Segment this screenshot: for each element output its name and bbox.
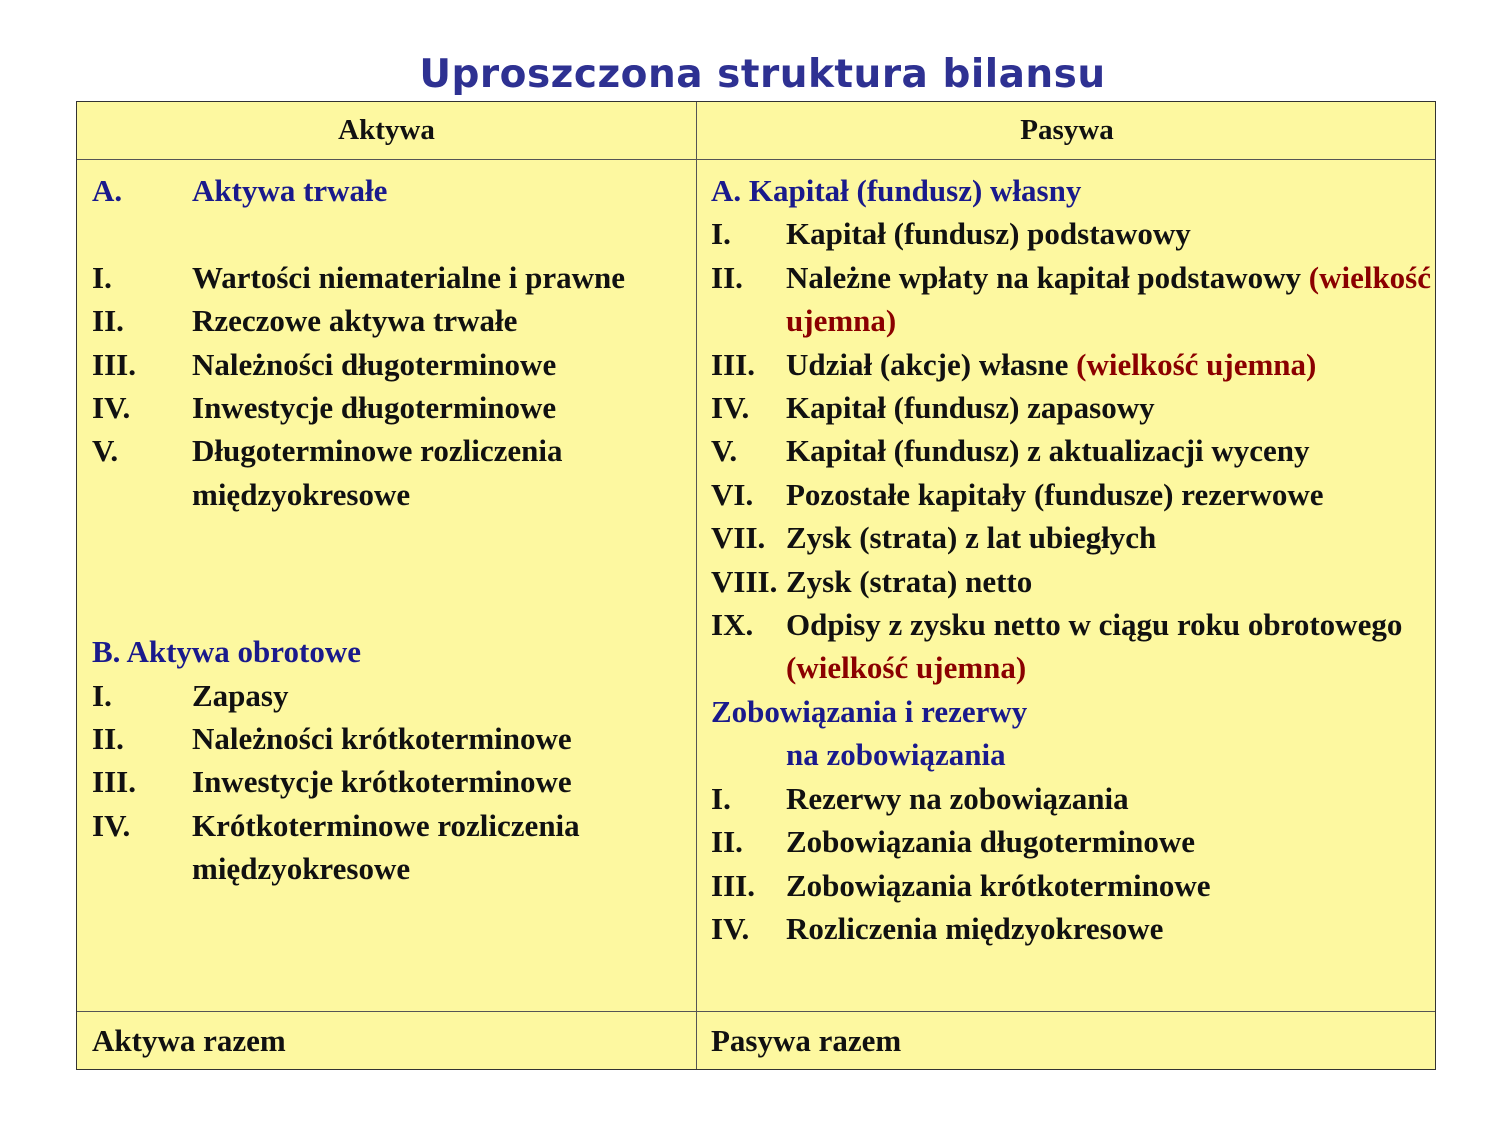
item-number: II. bbox=[711, 824, 743, 860]
list-item bbox=[92, 760, 687, 803]
item-number: I. bbox=[711, 780, 731, 816]
list-item bbox=[92, 299, 687, 342]
item-number: IV. bbox=[711, 910, 750, 946]
pasywa-section-a bbox=[711, 169, 1431, 212]
item-text-main: Należne wpłaty na kapitał podstawowy bbox=[786, 259, 1301, 295]
section-label: Zobowiązania i rezerwy bbox=[711, 693, 1028, 729]
item-text bbox=[786, 256, 1431, 343]
item-text: Długoterminowe rozliczenia międzyokresowe bbox=[192, 433, 563, 512]
item-text: Wartości niematerialne i prawne bbox=[192, 259, 626, 295]
item-number: I. bbox=[92, 259, 112, 295]
list-item bbox=[711, 907, 1431, 950]
item-text: Rzeczowe aktywa trwałe bbox=[192, 303, 518, 339]
item-text: Zobowiązania krótkoterminowe bbox=[786, 867, 1211, 903]
item-number: I. bbox=[711, 216, 731, 252]
item-number: I. bbox=[92, 677, 112, 713]
list-item bbox=[711, 777, 1431, 820]
list-item bbox=[711, 343, 1431, 386]
negative-note: (wielkość ujemna) bbox=[1076, 346, 1317, 382]
list-item bbox=[711, 212, 1431, 255]
aktywa-column bbox=[92, 169, 687, 891]
item-number: II. bbox=[711, 259, 743, 295]
item-text bbox=[786, 603, 1431, 690]
item-text: Zysk (strata) z lat ubiegłych bbox=[786, 520, 1157, 556]
pasywa-section-b-line2 bbox=[711, 733, 1431, 776]
item-text: Rezerwy na zobowiązania bbox=[786, 780, 1129, 816]
footer-pasywa-total: Pasywa razem bbox=[711, 1023, 902, 1058]
list-item bbox=[92, 674, 687, 717]
list-item bbox=[711, 386, 1431, 429]
item-number: III. bbox=[92, 346, 136, 382]
item-number: II. bbox=[92, 721, 124, 757]
list-item bbox=[711, 603, 1431, 690]
pasywa-column bbox=[711, 169, 1431, 950]
list-item bbox=[711, 473, 1431, 516]
item-text: Należności długoterminowe bbox=[192, 346, 557, 382]
list-item bbox=[92, 256, 687, 299]
list-item bbox=[711, 256, 1431, 343]
list-item bbox=[92, 717, 687, 760]
item-text: Krótkoterminowe rozliczenia międzyokresowe bbox=[192, 807, 580, 887]
item-text: Inwestycje długoterminowe bbox=[192, 390, 557, 426]
header-divider bbox=[77, 159, 1435, 160]
column-divider bbox=[696, 102, 697, 1069]
item-number: II. bbox=[92, 303, 124, 339]
item-number: IX. bbox=[711, 607, 754, 643]
list-item bbox=[711, 820, 1431, 863]
negative-note: (wielkość ujemna) bbox=[786, 650, 1027, 686]
item-number: VII. bbox=[711, 520, 766, 556]
item-text: Rozliczenia międzyokresowe bbox=[786, 910, 1164, 946]
section-label: A. Kapitał (fundusz) własny bbox=[711, 173, 1082, 208]
item-text bbox=[786, 343, 1431, 386]
item-text: Zysk (strata) netto bbox=[786, 563, 1033, 599]
aktywa-section-a bbox=[92, 169, 687, 212]
footer-aktywa-total: Aktywa razem bbox=[92, 1023, 286, 1058]
item-text-main: Odpisy z zysku netto w ciągu roku obrotowego bbox=[786, 607, 1403, 643]
item-number: VIII. bbox=[711, 563, 778, 599]
item-number: VI. bbox=[711, 476, 754, 512]
header-pasywa: Pasywa bbox=[1020, 114, 1114, 146]
list-item bbox=[711, 864, 1431, 907]
item-number: III. bbox=[92, 764, 136, 800]
pasywa-section-b bbox=[711, 690, 1431, 733]
section-number: A. bbox=[92, 173, 123, 208]
item-number: IV. bbox=[711, 390, 750, 426]
item-text-main: Udział (akcje) własne bbox=[786, 346, 1069, 382]
item-number: III. bbox=[711, 346, 755, 382]
balance-table bbox=[76, 101, 1436, 1070]
negative-note: (wielkość ujemna) bbox=[786, 259, 1432, 339]
list-item bbox=[711, 516, 1431, 559]
section-label: B. Aktywa obrotowe bbox=[92, 634, 361, 670]
item-text: Zapasy bbox=[192, 677, 289, 713]
page-title: Uproszczona struktura bilansu bbox=[419, 52, 1106, 97]
list-item bbox=[711, 429, 1431, 472]
item-number: V. bbox=[711, 433, 738, 469]
item-text: Kapitał (fundusz) zapasowy bbox=[786, 390, 1155, 426]
item-number: IV. bbox=[92, 390, 131, 426]
list-item bbox=[711, 560, 1431, 603]
section-label-continued: na zobowiązania bbox=[786, 737, 1006, 773]
item-text: Zobowiązania długoterminowe bbox=[786, 824, 1196, 860]
item-text: Należności krótkoterminowe bbox=[192, 721, 572, 757]
list-item bbox=[92, 343, 687, 386]
aktywa-section-b bbox=[92, 630, 687, 673]
item-number: III. bbox=[711, 867, 755, 903]
item-text: Kapitał (fundusz) podstawowy bbox=[786, 216, 1191, 252]
header-aktywa: Aktywa bbox=[338, 114, 435, 146]
list-item bbox=[92, 804, 687, 891]
item-number: V. bbox=[92, 433, 119, 469]
section-label: Aktywa trwałe bbox=[192, 173, 388, 208]
list-item bbox=[92, 429, 687, 516]
item-number: IV. bbox=[92, 807, 131, 843]
item-text: Inwestycje krótkoterminowe bbox=[192, 764, 572, 800]
item-text: Pozostałe kapitały (fundusze) rezerwowe bbox=[786, 476, 1324, 512]
item-text: Kapitał (fundusz) z aktualizacji wyceny bbox=[786, 433, 1310, 469]
list-item bbox=[92, 386, 687, 429]
